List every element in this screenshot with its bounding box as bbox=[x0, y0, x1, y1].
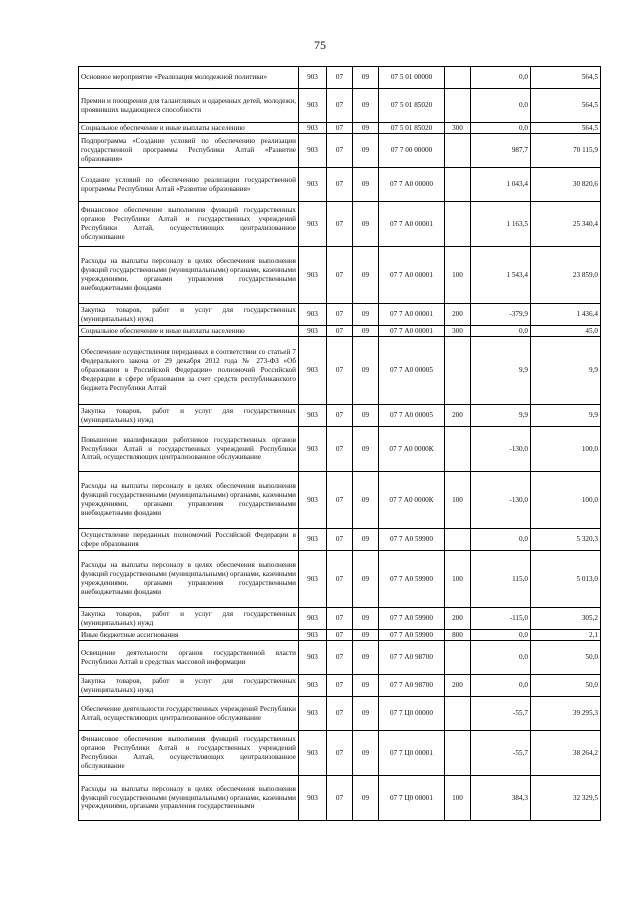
row-total-amount: 30 820,6 bbox=[531, 168, 601, 202]
row-subsection: 09 bbox=[353, 67, 379, 89]
table-row bbox=[79, 89, 601, 123]
row-target-article: 07 7 А0 0000К bbox=[379, 472, 445, 529]
row-section: 07 bbox=[327, 202, 353, 247]
row-name: Закупка товаров, работ и услуг для государственных (муниципальных) нужд bbox=[79, 608, 299, 630]
row-section: 07 bbox=[327, 731, 353, 776]
row-total-amount: 25 340,4 bbox=[531, 202, 601, 247]
row-subsection: 09 bbox=[353, 405, 379, 427]
row-section: 07 bbox=[327, 405, 353, 427]
row-ved-code: 903 bbox=[299, 630, 327, 641]
row-expense-type bbox=[445, 529, 471, 551]
table-row bbox=[79, 731, 601, 776]
row-change-amount: 0,0 bbox=[471, 529, 531, 551]
page-number: 75 bbox=[314, 38, 326, 52]
row-ved-code: 903 bbox=[299, 551, 327, 608]
table-row bbox=[79, 304, 601, 326]
row-section: 07 bbox=[327, 168, 353, 202]
row-total-amount: 5 013,0 bbox=[531, 551, 601, 608]
table-row bbox=[79, 337, 601, 405]
row-section: 07 bbox=[327, 641, 353, 675]
row-subsection: 09 bbox=[353, 89, 379, 123]
row-change-amount: 1 543,4 bbox=[471, 247, 531, 304]
row-section: 07 bbox=[327, 608, 353, 630]
row-subsection: 09 bbox=[353, 641, 379, 675]
row-change-amount: 0,0 bbox=[471, 675, 531, 697]
row-target-article: 07 7 Ц0 00001 bbox=[379, 776, 445, 821]
row-section: 07 bbox=[327, 337, 353, 405]
row-total-amount: 45,0 bbox=[531, 326, 601, 337]
row-target-article: 07 7 А0 59900 bbox=[379, 551, 445, 608]
row-subsection: 09 bbox=[353, 776, 379, 821]
row-name: Создание условий по обеспечению реализации государственной программы Республики Алтай «Развитие образования» bbox=[79, 168, 299, 202]
row-subsection: 09 bbox=[353, 304, 379, 326]
row-expense-type bbox=[445, 427, 471, 472]
row-ved-code: 903 bbox=[299, 405, 327, 427]
row-change-amount: 0,0 bbox=[471, 326, 531, 337]
row-target-article: 07 5 01 85020 bbox=[379, 123, 445, 134]
row-expense-type: 300 bbox=[445, 326, 471, 337]
row-total-amount: 1 436,4 bbox=[531, 304, 601, 326]
row-section: 07 bbox=[327, 134, 353, 168]
table-row bbox=[79, 630, 601, 641]
row-expense-type bbox=[445, 134, 471, 168]
row-name: Финансовое обеспечение выполнения функций государственных органов Республики Алтай и государственных учреждений Республики Алтай, осуществляющих централизованное обслуживание bbox=[79, 731, 299, 776]
row-expense-type bbox=[445, 168, 471, 202]
row-total-amount: 564,5 bbox=[531, 123, 601, 134]
row-section: 07 bbox=[327, 472, 353, 529]
row-change-amount: -55,7 bbox=[471, 697, 531, 731]
row-subsection: 09 bbox=[353, 247, 379, 304]
row-subsection: 09 bbox=[353, 427, 379, 472]
row-ved-code: 903 bbox=[299, 608, 327, 630]
row-subsection: 09 bbox=[353, 731, 379, 776]
table-row bbox=[79, 405, 601, 427]
row-total-amount: 5 320,3 bbox=[531, 529, 601, 551]
row-subsection: 09 bbox=[353, 608, 379, 630]
row-section: 07 bbox=[327, 89, 353, 123]
row-change-amount: -115,0 bbox=[471, 608, 531, 630]
row-target-article: 07 7 А0 00001 bbox=[379, 202, 445, 247]
row-name: Расходы на выплаты персоналу в целях обеспечения выполнения функций государственными (муниципальными) органами, казенными учреждениями, органами управления государственными внебюджетными фондами bbox=[79, 472, 299, 529]
row-change-amount: 0,0 bbox=[471, 630, 531, 641]
row-name: Закупка товаров, работ и услуг для государственных (муниципальных) нужд bbox=[79, 304, 299, 326]
row-section: 07 bbox=[327, 697, 353, 731]
row-subsection: 09 bbox=[353, 134, 379, 168]
table-row bbox=[79, 134, 601, 168]
row-subsection: 09 bbox=[353, 472, 379, 529]
table-row bbox=[79, 202, 601, 247]
row-ved-code: 903 bbox=[299, 67, 327, 89]
row-section: 07 bbox=[327, 776, 353, 821]
row-change-amount: -130,0 bbox=[471, 472, 531, 529]
row-target-article: 07 7 А0 59900 bbox=[379, 529, 445, 551]
table-row bbox=[79, 427, 601, 472]
row-target-article: 07 5 01 00000 bbox=[379, 67, 445, 89]
row-name: Закупка товаров, работ и услуг для государственных (муниципальных) нужд bbox=[79, 675, 299, 697]
row-change-amount: 384,3 bbox=[471, 776, 531, 821]
row-change-amount: 1 163,5 bbox=[471, 202, 531, 247]
row-subsection: 09 bbox=[353, 630, 379, 641]
row-expense-type: 200 bbox=[445, 405, 471, 427]
row-expense-type bbox=[445, 337, 471, 405]
row-target-article: 07 7 А0 0000К bbox=[379, 427, 445, 472]
row-expense-type: 800 bbox=[445, 630, 471, 641]
table-row bbox=[79, 697, 601, 731]
row-total-amount: 32 329,5 bbox=[531, 776, 601, 821]
row-change-amount: 9,9 bbox=[471, 405, 531, 427]
row-total-amount: 564,5 bbox=[531, 67, 601, 89]
row-ved-code: 903 bbox=[299, 326, 327, 337]
row-subsection: 09 bbox=[353, 168, 379, 202]
table-row bbox=[79, 123, 601, 134]
row-target-article: 07 7 А0 00001 bbox=[379, 247, 445, 304]
row-expense-type bbox=[445, 202, 471, 247]
row-expense-type bbox=[445, 641, 471, 675]
row-total-amount: 9,9 bbox=[531, 337, 601, 405]
row-total-amount: 564,5 bbox=[531, 89, 601, 123]
row-name: Осуществление переданных полномочий Российской Федерации в сфере образования bbox=[79, 529, 299, 551]
row-total-amount: 9,9 bbox=[531, 405, 601, 427]
row-total-amount: 38 264,2 bbox=[531, 731, 601, 776]
row-ved-code: 903 bbox=[299, 247, 327, 304]
row-name: Повышение квалификации работников государственных органов Республики Алтай и государственных учреждений Республики Алтай, осуществляющих централизованное обслуживание bbox=[79, 427, 299, 472]
row-section: 07 bbox=[327, 247, 353, 304]
row-total-amount: 70 115,9 bbox=[531, 134, 601, 168]
row-subsection: 09 bbox=[353, 202, 379, 247]
row-name: Основное мероприятие «Реализация молодежной политики» bbox=[79, 67, 299, 89]
row-ved-code: 903 bbox=[299, 776, 327, 821]
row-name: Расходы на выплаты персоналу в целях обеспечения выполнения функций государственными (муниципальными) органами, казенными учреждениями, органами управления государственными внебюджетными фондами bbox=[79, 247, 299, 304]
row-target-article: 07 7 А0 00001 bbox=[379, 326, 445, 337]
row-change-amount: 0,0 bbox=[471, 641, 531, 675]
row-target-article: 07 7 А0 59900 bbox=[379, 630, 445, 641]
row-ved-code: 903 bbox=[299, 427, 327, 472]
row-change-amount: 0,0 bbox=[471, 123, 531, 134]
table-row bbox=[79, 529, 601, 551]
row-change-amount: 987,7 bbox=[471, 134, 531, 168]
budget-table bbox=[78, 66, 601, 821]
row-subsection: 09 bbox=[353, 529, 379, 551]
row-change-amount: -379,9 bbox=[471, 304, 531, 326]
row-target-article: 07 7 А0 59900 bbox=[379, 608, 445, 630]
row-expense-type: 200 bbox=[445, 304, 471, 326]
row-section: 07 bbox=[327, 123, 353, 134]
table-row bbox=[79, 326, 601, 337]
row-total-amount: 100,0 bbox=[531, 472, 601, 529]
row-subsection: 09 bbox=[353, 337, 379, 405]
row-section: 07 bbox=[327, 675, 353, 697]
row-section: 07 bbox=[327, 326, 353, 337]
row-target-article: 07 7 А0 98700 bbox=[379, 641, 445, 675]
row-expense-type bbox=[445, 89, 471, 123]
row-change-amount: 115,0 bbox=[471, 551, 531, 608]
row-name: Премии и поощрения для талантливых и одаренных детей, молодежи, проявивших выдающиеся способности bbox=[79, 89, 299, 123]
row-target-article: 07 7 А0 00001 bbox=[379, 304, 445, 326]
row-target-article: 07 7 00 00000 bbox=[379, 134, 445, 168]
row-ved-code: 903 bbox=[299, 337, 327, 405]
row-expense-type: 100 bbox=[445, 551, 471, 608]
row-expense-type: 100 bbox=[445, 776, 471, 821]
row-total-amount: 23 859,0 bbox=[531, 247, 601, 304]
row-target-article: 07 5 01 85020 bbox=[379, 89, 445, 123]
row-expense-type: 200 bbox=[445, 608, 471, 630]
row-section: 07 bbox=[327, 67, 353, 89]
row-change-amount: -55,7 bbox=[471, 731, 531, 776]
table-row bbox=[79, 67, 601, 89]
row-target-article: 07 7 А0 98700 bbox=[379, 675, 445, 697]
table-row bbox=[79, 675, 601, 697]
row-subsection: 09 bbox=[353, 326, 379, 337]
row-name: Социальное обеспечение и иные выплаты населению bbox=[79, 123, 299, 134]
row-expense-type bbox=[445, 731, 471, 776]
row-ved-code: 903 bbox=[299, 89, 327, 123]
table-row bbox=[79, 608, 601, 630]
row-name: Финансовое обеспечение выполнения функций государственных органов Республики Алтай и государственных учреждений Республики Алтай, осуществляющих централизованное обслуживание bbox=[79, 202, 299, 247]
row-ved-code: 903 bbox=[299, 529, 327, 551]
row-total-amount: 50,0 bbox=[531, 675, 601, 697]
row-ved-code: 903 bbox=[299, 134, 327, 168]
row-name: Освещение деятельности органов государственной власти Республики Алтай в средствах массовой информации bbox=[79, 641, 299, 675]
row-expense-type bbox=[445, 67, 471, 89]
row-change-amount: -130,0 bbox=[471, 427, 531, 472]
table-row bbox=[79, 776, 601, 821]
row-change-amount: 9,9 bbox=[471, 337, 531, 405]
row-name: Закупка товаров, работ и услуг для государственных (муниципальных) нужд bbox=[79, 405, 299, 427]
table-row bbox=[79, 247, 601, 304]
row-section: 07 bbox=[327, 427, 353, 472]
table-row bbox=[79, 641, 601, 675]
row-name: Обеспечение деятельности государственных учреждений Республики Алтай, осуществляющих централизованное обслуживание bbox=[79, 697, 299, 731]
row-name: Расходы на выплаты персоналу в целях обеспечения выполнения функций государственными (муниципальными) органами, казенными учреждениями, органами управления государственными bbox=[79, 776, 299, 821]
row-total-amount: 305,2 bbox=[531, 608, 601, 630]
row-name: Обеспечение осуществления переданных в соответствии со статьей 7 Федерального закона от 29 декабря 2012 года № 273-ФЗ «Об образовании в Российской Федерации» полномочий Российской Федерации в сфере образования за счет средств республиканского бюджета Республики Алтай bbox=[79, 337, 299, 405]
row-subsection: 09 bbox=[353, 675, 379, 697]
table-row bbox=[79, 551, 601, 608]
row-change-amount: 0,0 bbox=[471, 67, 531, 89]
row-expense-type bbox=[445, 697, 471, 731]
row-ved-code: 903 bbox=[299, 697, 327, 731]
row-change-amount: 0,0 bbox=[471, 89, 531, 123]
row-total-amount: 50,0 bbox=[531, 641, 601, 675]
row-name: Подпрограмма «Создание условий по обеспечению реализации государственной программы Республики Алтай «Развитие образования» bbox=[79, 134, 299, 168]
row-subsection: 09 bbox=[353, 551, 379, 608]
row-ved-code: 903 bbox=[299, 641, 327, 675]
row-total-amount: 2,1 bbox=[531, 630, 601, 641]
row-expense-type: 200 bbox=[445, 675, 471, 697]
row-target-article: 07 7 А0 00005 bbox=[379, 337, 445, 405]
row-total-amount: 39 295,3 bbox=[531, 697, 601, 731]
row-name: Социальное обеспечение и иные выплаты населению bbox=[79, 326, 299, 337]
row-subsection: 09 bbox=[353, 123, 379, 134]
row-target-article: 07 7 Ц0 00001 bbox=[379, 731, 445, 776]
row-ved-code: 903 bbox=[299, 168, 327, 202]
row-target-article: 07 7 А0 00005 bbox=[379, 405, 445, 427]
row-section: 07 bbox=[327, 551, 353, 608]
row-ved-code: 903 bbox=[299, 304, 327, 326]
row-subsection: 09 bbox=[353, 697, 379, 731]
row-expense-type: 300 bbox=[445, 123, 471, 134]
row-name: Расходы на выплаты персоналу в целях обеспечения выполнения функций государственными (муниципальными) органами, казенными учреждениями, органами управления государственными внебюджетными фондами bbox=[79, 551, 299, 608]
row-section: 07 bbox=[327, 304, 353, 326]
row-ved-code: 903 bbox=[299, 675, 327, 697]
row-ved-code: 903 bbox=[299, 123, 327, 134]
row-ved-code: 903 bbox=[299, 202, 327, 247]
row-change-amount: 1 043,4 bbox=[471, 168, 531, 202]
row-expense-type: 100 bbox=[445, 472, 471, 529]
row-section: 07 bbox=[327, 630, 353, 641]
row-target-article: 07 7 А0 00000 bbox=[379, 168, 445, 202]
table-row bbox=[79, 168, 601, 202]
table-row bbox=[79, 472, 601, 529]
row-ved-code: 903 bbox=[299, 472, 327, 529]
row-total-amount: 100,0 bbox=[531, 427, 601, 472]
row-name: Иные бюджетные ассигнования bbox=[79, 630, 299, 641]
row-target-article: 07 7 Ц0 00000 bbox=[379, 697, 445, 731]
row-expense-type: 100 bbox=[445, 247, 471, 304]
row-section: 07 bbox=[327, 529, 353, 551]
row-ved-code: 903 bbox=[299, 731, 327, 776]
